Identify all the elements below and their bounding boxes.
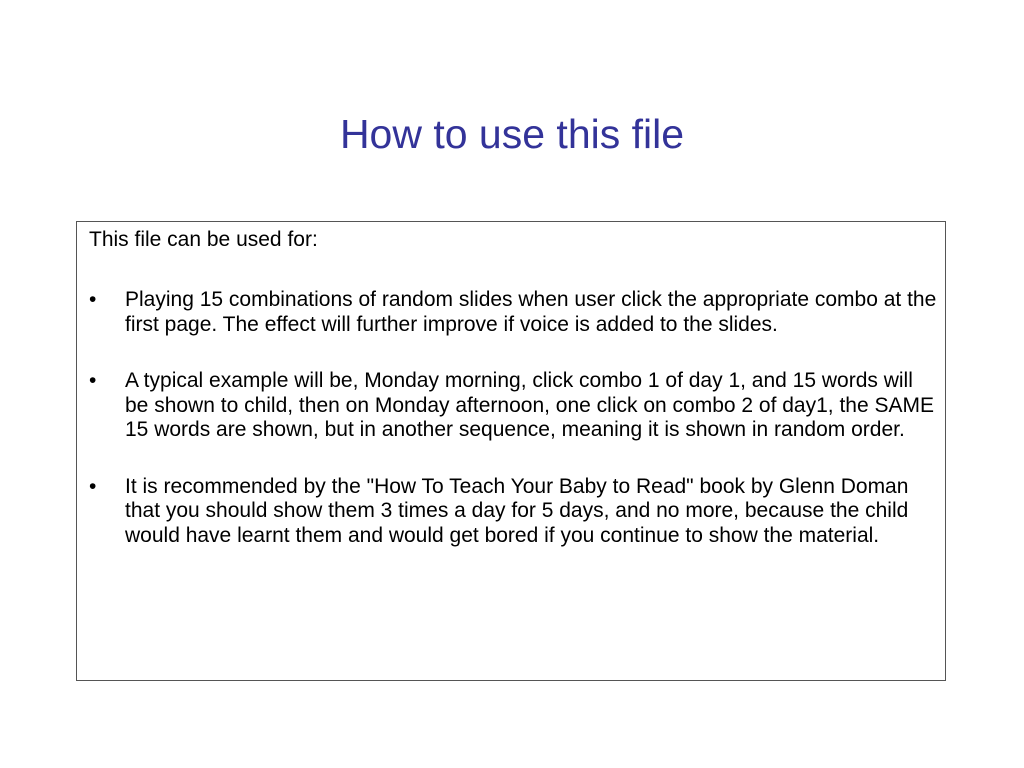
bullet-mark: •	[89, 288, 97, 311]
bullet-text: Playing 15 combinations of random slides when user click the appropriate combo at the first page. The effect will further improve if voice is added to the slides.	[125, 288, 937, 336]
bullet-list	[77, 288, 947, 580]
slide-title: How to use this file	[339, 111, 685, 157]
intro-text: This file can be used for:	[89, 228, 318, 251]
bullet-text: It is recommended by the "How To Teach Your Baby to Read" book by Glenn Doman that you should show them 3 times a day for 5 days, and no more, because the child would have learnt them and would get bored if you continue to show the material.	[125, 474, 909, 547]
list-item	[77, 288, 947, 337]
content-box	[76, 221, 946, 681]
bullet-text: A typical example will be, Monday morning, click combo 1 of day 1, and 15 words will be shown to child, then on Monday afternoon, one click on combo 2 of day1, the SAME 15 words are shown, but in another sequence, meaning it is shown in random order.	[125, 369, 934, 441]
list-item	[77, 475, 947, 549]
bullet-mark: •	[89, 369, 97, 392]
list-item	[77, 369, 947, 443]
bullet-mark: •	[89, 474, 97, 498]
